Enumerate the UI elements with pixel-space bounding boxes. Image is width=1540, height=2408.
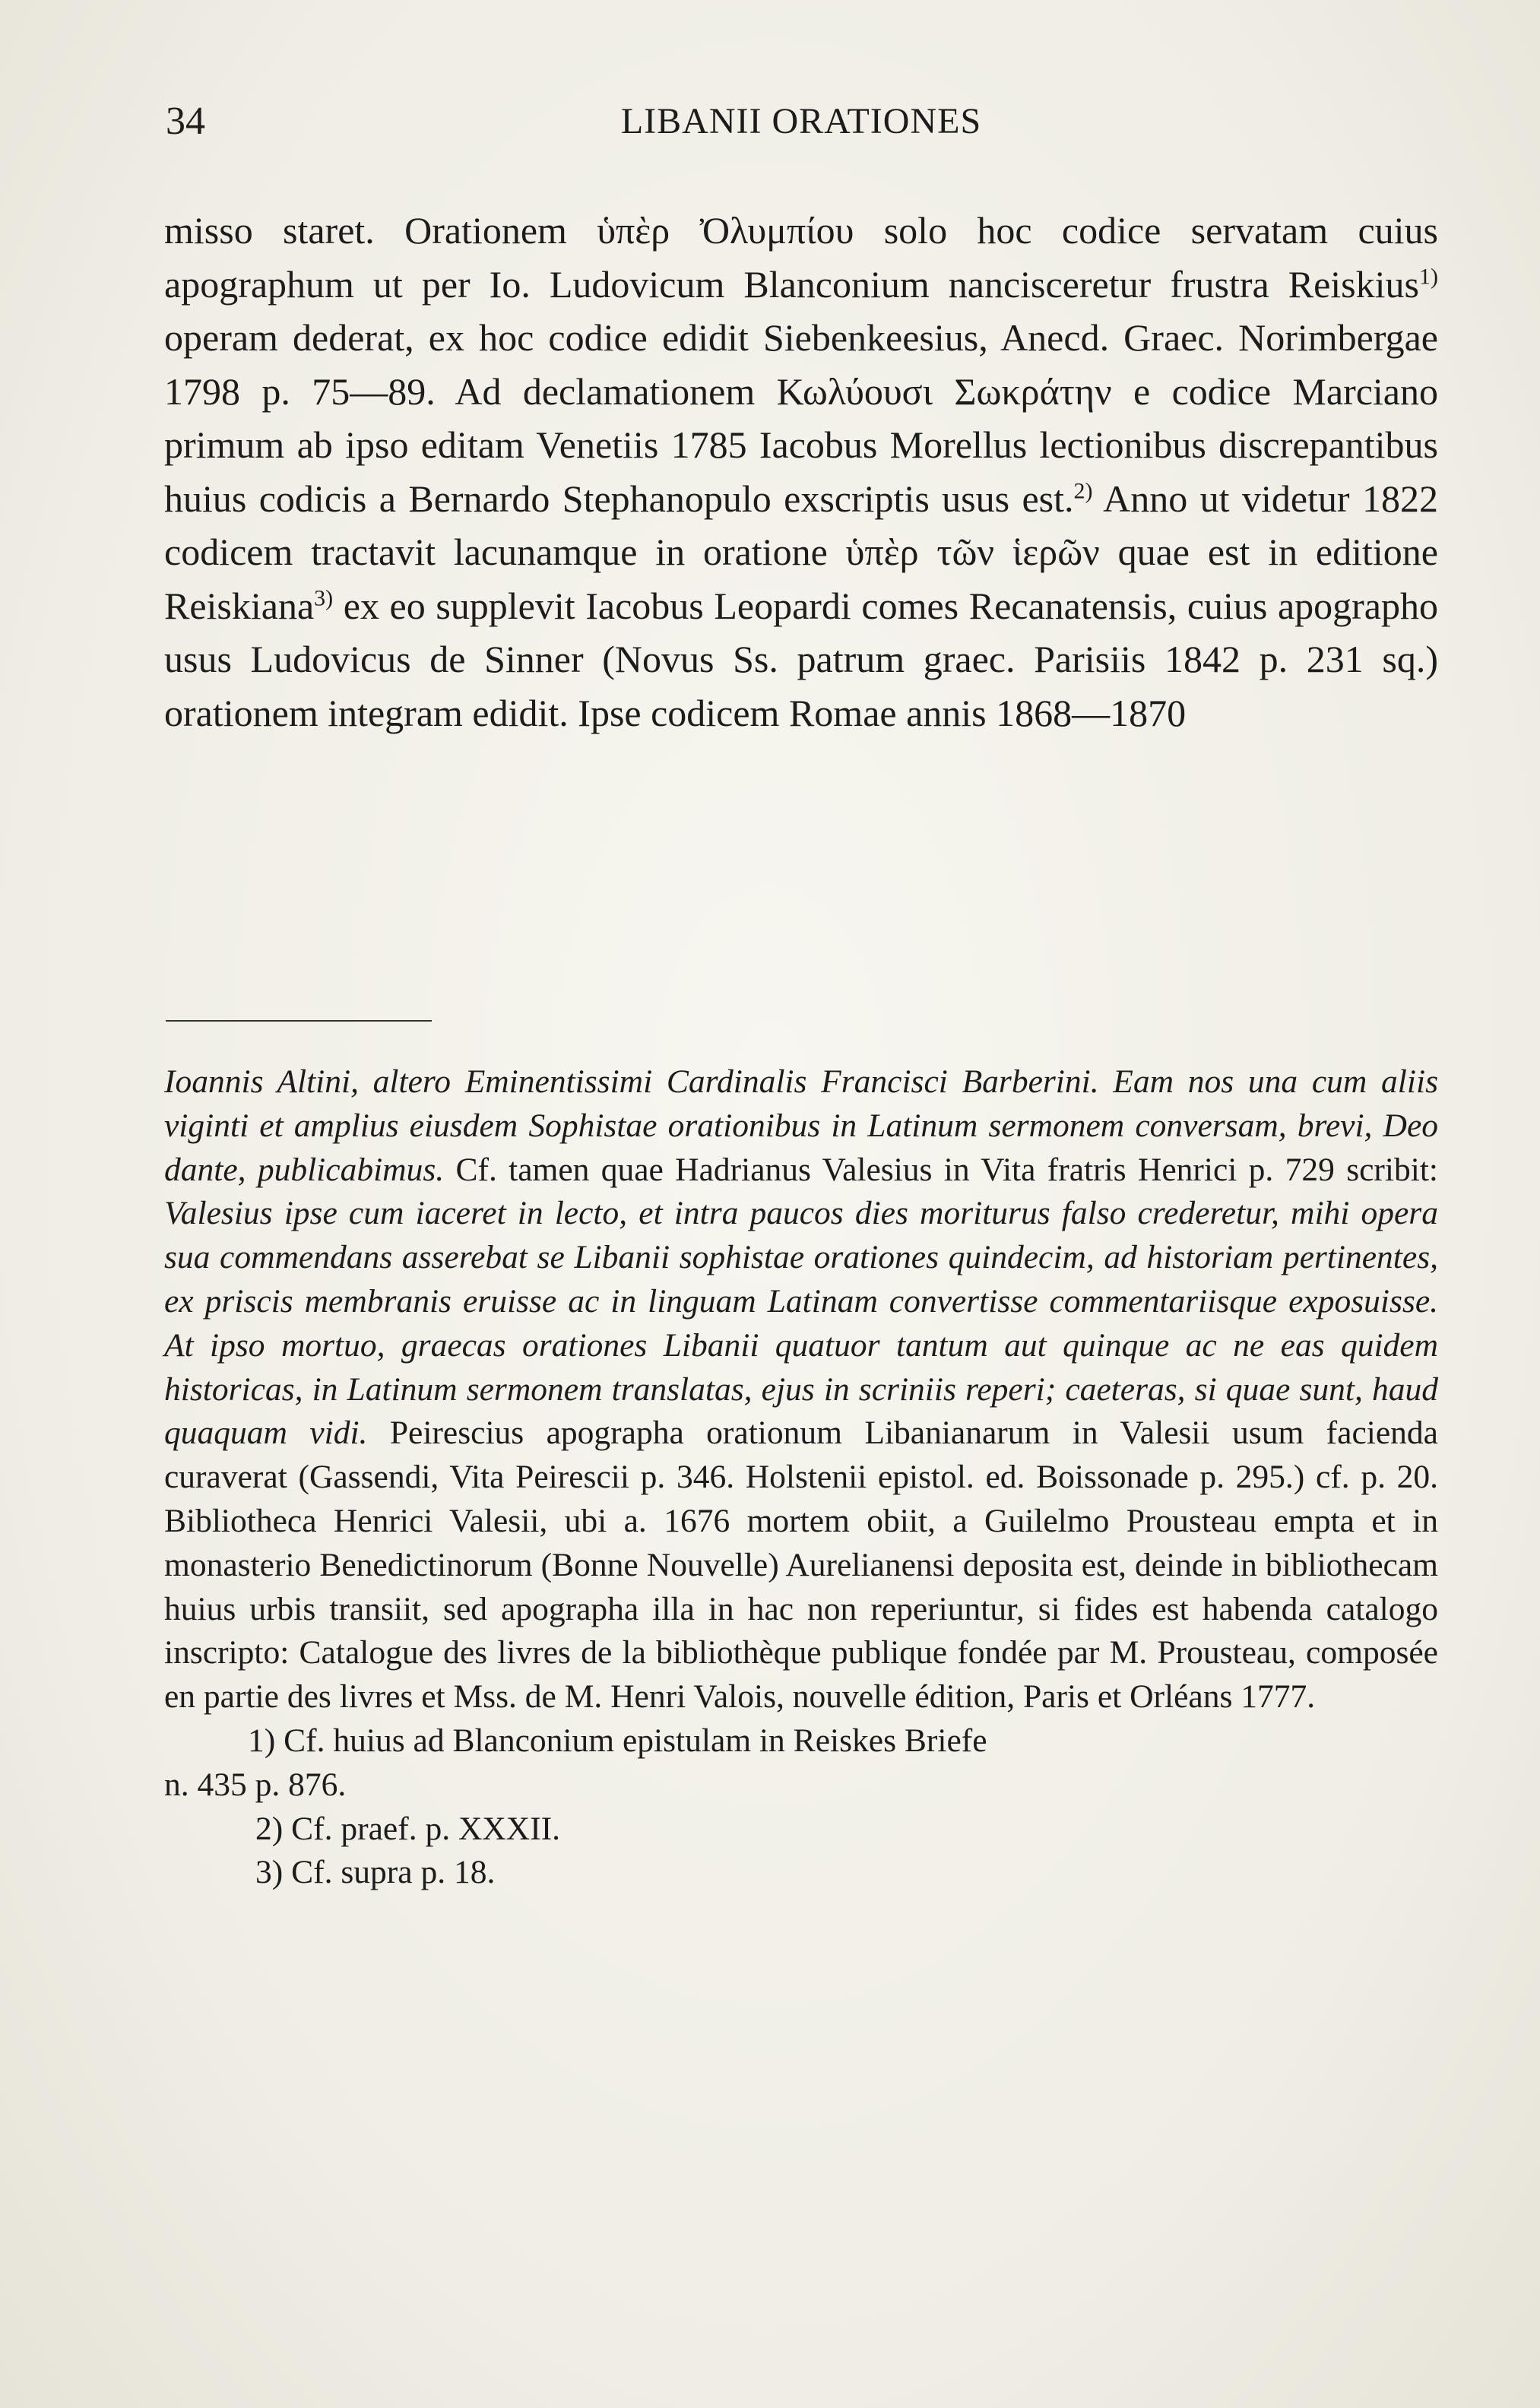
footnote-number: 1) <box>248 1722 276 1759</box>
main-text-segment-3: Anno ut videtur 1822 codicem tractavit lacunamque in oratione ὑπὲρ τῶν ἱερῶν quae est in editione Reiskiana <box>164 477 1438 627</box>
page-header <box>166 99 1437 160</box>
page-number: 34 <box>166 100 205 143</box>
main-text-segment-4: ex eo supplevit Iacobus Leopardi comes Recanatensis, cuius apographo usus Ludovicus de Sinner (Novus Ss. patrum graec. Parisiis 1842 p. 231 sq.) orationem integram edidit. Ipse codicem Romae annis 1868—1870 <box>164 584 1438 734</box>
footnote-ref-1: 1) <box>1419 263 1438 289</box>
main-paragraph <box>164 204 1438 740</box>
footnote-text: Cf. supra p. 18. <box>291 1854 496 1891</box>
main-text-segment-2: operam dederat, ex hoc codice edidit Siebenkeesius, Anecd. Graec. Norimbergae 1798 p. 75—89. Ad declamationem Κωλύουσι Σωκράτην e codice Marciano primum ab ipso editam Venetiis 1785 Iacobus Morellus lectionibus discrepantibus huius codicis a Bernardo Stephanopulo exscriptis usus est. <box>164 316 1438 520</box>
footnote-ref-2: 2) <box>1073 477 1093 503</box>
footnote-continuation <box>164 1060 1438 1719</box>
footnote-area <box>164 1060 1438 1895</box>
footnote-number: 2) <box>255 1810 284 1847</box>
footnote-ref-3: 3) <box>314 585 334 610</box>
footnote-1 <box>164 1719 1438 1763</box>
footnote-list <box>164 1719 1438 1895</box>
footnote-text-1: Cf. tamen quae Hadrianus Valesius in Vita fratris Henrici p. 729 scribit: <box>455 1151 1439 1188</box>
footnote-text: Cf. huius ad Blanconium epistulam in Reiskes Briefe <box>284 1722 987 1759</box>
main-text-segment-1: misso staret. Orationem ὑπὲρ Ὀλυμπίου solo hoc codice servatam cuius apographum ut per Io. Ludovicum Blanconium nancisceretur frustra Reiskius <box>164 209 1438 306</box>
footnote-text-2: Peirescius apographa orationum Libanianarum in Valesii usum facienda curaverat (Gassendi, Vita Peirescii p. 346. Holstenii epistol. ed. Boissonade p. 295.) cf. p. 20. Bibliotheca Henrici Valesii, ubi a. 1676 mortem obiit, a Guilelmo Prousteau empta et in monasterio Benedictinorum (Bonne Nouvelle) Aurelianensi deposita est, deinde in bibliothecam huius urbis transiit, sed apographa illa in hac non reperiuntur, si fides est habenda catalogo inscripto: Catalogue des livres de la bibliothèque publique fondée par M. Prousteau, composée en partie des livres et Mss. de M. Henri Valois, nouvelle édition, Paris et Orléans 1777. <box>164 1415 1438 1716</box>
footnote-1-continuation: n. 435 p. 876. <box>164 1766 347 1803</box>
footnote-3 <box>164 1851 1438 1895</box>
running-title: LIBANII ORATIONES <box>620 101 982 141</box>
footnote-quote-1: Ioannis Altini, altero Eminentissimi Cardinalis Francisci Barberini. Eam nos una cum aliis viginti et amplius eiusdem Sophistae orationibus in Latinum sermonem conversam, brevi, Deo dante, publicabimus. <box>164 1063 1438 1188</box>
footnote-2 <box>164 1808 1438 1852</box>
main-text <box>164 204 1438 740</box>
footnote-number: 3) <box>255 1854 284 1891</box>
footnote-separator <box>166 1020 432 1022</box>
footnote-quote-2: Valesius ipse cum iaceret in lecto, et intra paucos dies moriturus falso crederetur, mihi opera sua commendans asserebat se Libanii sophistae orationes quindecim, ad historiam pertinentes, ex priscis membranis eruisse ac in linguam Latinam convertisse commentariisque exposuisse. At ipso mortuo, graecas orationes Libanii quatuor tantum aut quinque ac ne eas quidem historicas, in Latinum sermonem translatas, ejus in scriniis reperi; caeteras, si quae sunt, haud quaquam vidi. <box>164 1195 1438 1452</box>
footnote-text: Cf. praef. p. XXXII. <box>291 1810 561 1847</box>
